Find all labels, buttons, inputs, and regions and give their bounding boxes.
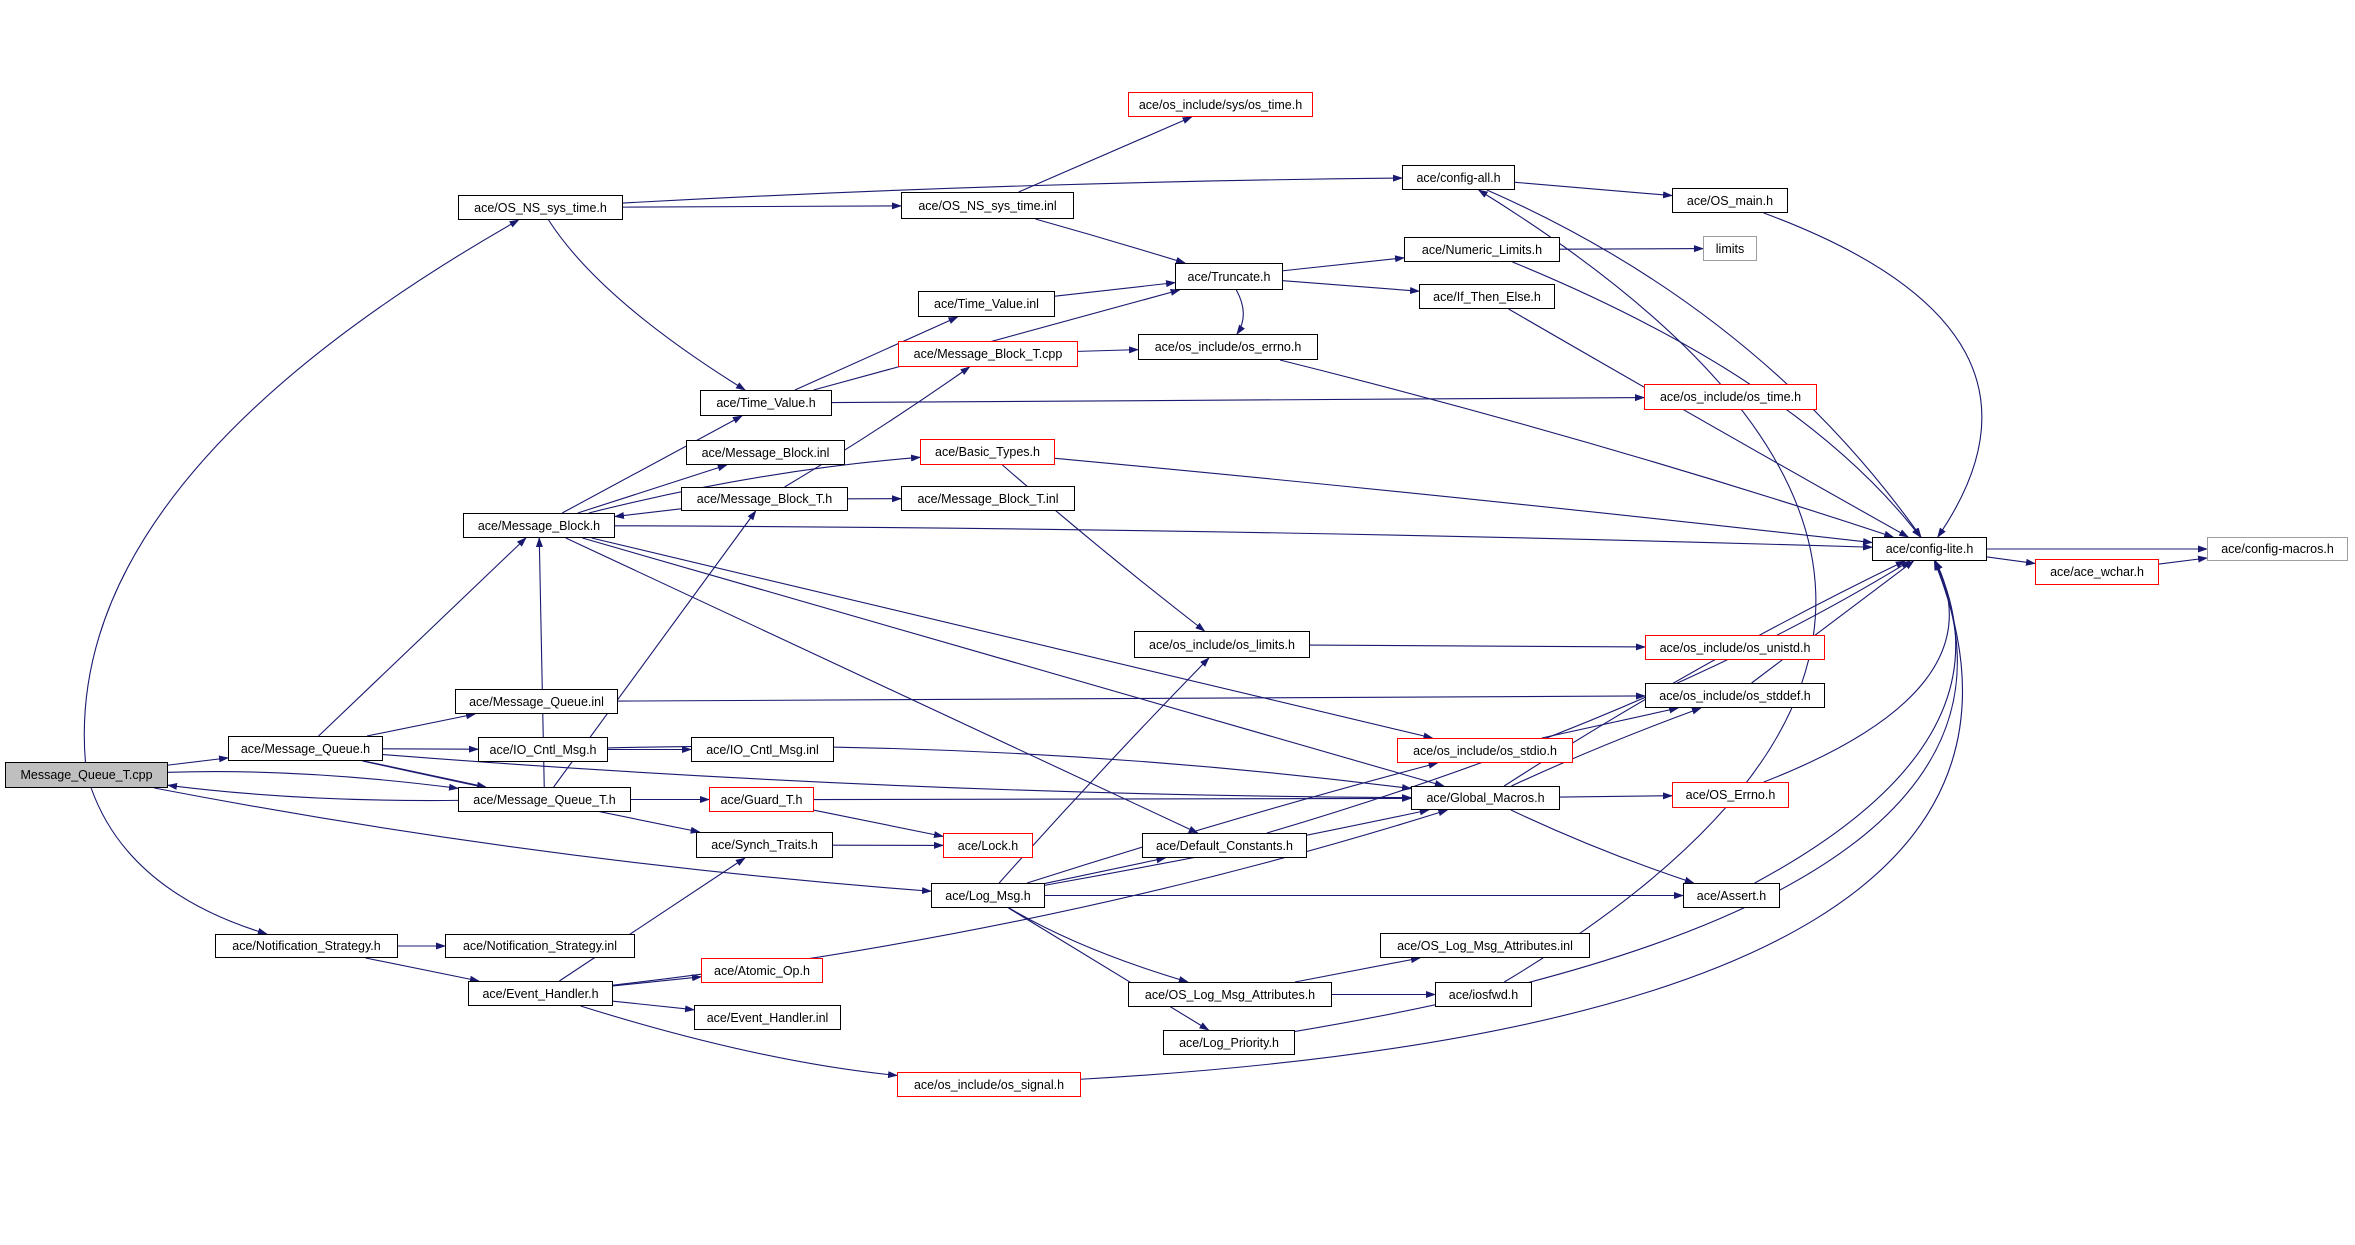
edge-numlim-limits bbox=[1560, 249, 1703, 250]
node-osunistd[interactable]: ace/os_include/os_unistd.h bbox=[1645, 635, 1825, 660]
edge-mq-mqt bbox=[364, 761, 486, 787]
node-ifthen[interactable]: ace/If_Then_Else.h bbox=[1419, 284, 1555, 309]
node-oslmainl[interactable]: ace/OS_Log_Msg_Attributes.inl bbox=[1380, 933, 1590, 958]
edge-gmac-oserrno2 bbox=[1560, 796, 1672, 797]
node-tvinl[interactable]: ace/Time_Value.inl bbox=[918, 291, 1055, 317]
node-synch[interactable]: ace/Synch_Traits.h bbox=[696, 832, 833, 858]
edge-osns-tv bbox=[549, 220, 746, 390]
node-gmac[interactable]: ace/Global_Macros.h bbox=[1411, 786, 1560, 810]
node-osmain[interactable]: ace/OS_main.h bbox=[1672, 188, 1788, 213]
edge-mq-mqinl bbox=[367, 714, 475, 736]
edge-oslimits-osunistd bbox=[1310, 645, 1645, 647]
edge-mbt-mb bbox=[615, 509, 681, 517]
node-root[interactable]: Message_Queue_T.cpp bbox=[5, 762, 168, 788]
node-mqt[interactable]: ace/Message_Queue_T.h bbox=[458, 787, 631, 812]
edge-evh-evhinl bbox=[613, 1001, 694, 1010]
edge-trunc-ifthen bbox=[1283, 281, 1419, 292]
edge-trunc-oserrno bbox=[1236, 290, 1243, 334]
node-logmsg[interactable]: ace/Log_Msg.h bbox=[931, 883, 1045, 908]
node-mqinl[interactable]: ace/Message_Queue.inl bbox=[455, 689, 618, 714]
node-sysostime[interactable]: ace/os_include/sys/os_time.h bbox=[1128, 92, 1313, 117]
node-osstdio[interactable]: ace/os_include/os_stdio.h bbox=[1397, 738, 1573, 763]
edge-logmsg-osstdio bbox=[1027, 763, 1437, 883]
node-configall[interactable]: ace/config-all.h bbox=[1402, 165, 1515, 190]
edge-osstddef-configlite bbox=[1752, 561, 1914, 683]
edge-trunc-numlim bbox=[1283, 258, 1404, 271]
edge-logmsg-defc bbox=[1045, 858, 1165, 883]
edge-guard-gmac bbox=[814, 798, 1411, 799]
edge-evh-atomic bbox=[613, 977, 701, 986]
edge-tvinl-trunc bbox=[1055, 283, 1175, 297]
node-iocntl[interactable]: ace/IO_Cntl_Msg.h bbox=[478, 737, 608, 762]
edge-osnsinl-trunc bbox=[1035, 219, 1185, 263]
edge-root-osns bbox=[84, 220, 518, 762]
edge-mqinl-osstddef bbox=[618, 696, 1645, 701]
node-evhinl[interactable]: ace/Event_Handler.inl bbox=[694, 1005, 841, 1030]
node-limits[interactable]: limits bbox=[1703, 236, 1757, 261]
node-mbtinl[interactable]: ace/Message_Block_T.inl bbox=[901, 486, 1075, 511]
edge-gmac-assert bbox=[1511, 810, 1694, 883]
edge-osnsinl-sysostime bbox=[1019, 117, 1192, 192]
edge-mbtcpp-oserrno bbox=[1078, 350, 1138, 352]
node-mbinl[interactable]: ace/Message_Block.inl bbox=[686, 440, 845, 465]
node-tv[interactable]: ace/Time_Value.h bbox=[700, 390, 832, 416]
node-assert[interactable]: ace/Assert.h bbox=[1683, 883, 1780, 908]
edge-oslma-oslmainl bbox=[1295, 958, 1420, 982]
edge-configall-osmain bbox=[1515, 182, 1672, 195]
node-atomic[interactable]: ace/Atomic_Op.h bbox=[701, 958, 823, 983]
edge-ifthen-configlite bbox=[1509, 309, 1909, 537]
node-iosfwd[interactable]: ace/iosfwd.h bbox=[1435, 982, 1532, 1007]
node-lock[interactable]: ace/Lock.h bbox=[943, 833, 1033, 858]
node-numlim[interactable]: ace/Numeric_Limits.h bbox=[1404, 237, 1560, 262]
node-osns[interactable]: ace/OS_NS_sys_time.h bbox=[458, 195, 623, 220]
node-oserrno2[interactable]: ace/OS_Errno.h bbox=[1672, 782, 1789, 808]
edge-mb-configlite bbox=[615, 526, 1872, 547]
node-evh[interactable]: ace/Event_Handler.h bbox=[468, 981, 613, 1006]
node-ossignal[interactable]: ace/os_include/os_signal.h bbox=[897, 1072, 1081, 1097]
edge-configlite-acewchar bbox=[1987, 557, 2035, 564]
node-configlite[interactable]: ace/config-lite.h bbox=[1872, 537, 1987, 561]
edge-acewchar-configmac bbox=[2159, 558, 2207, 564]
node-oserrno[interactable]: ace/os_include/os_errno.h bbox=[1138, 334, 1318, 360]
node-trunc[interactable]: ace/Truncate.h bbox=[1175, 263, 1283, 290]
edge-root-notif bbox=[91, 788, 267, 934]
node-configmac[interactable]: ace/config-macros.h bbox=[2207, 537, 2348, 561]
node-mbtcpp[interactable]: ace/Message_Block_T.cpp bbox=[898, 341, 1078, 367]
node-ostime[interactable]: ace/os_include/os_time.h bbox=[1644, 384, 1817, 410]
node-mb[interactable]: ace/Message_Block.h bbox=[463, 513, 615, 538]
edge-root-mqt bbox=[168, 772, 458, 789]
node-guard[interactable]: ace/Guard_T.h bbox=[709, 787, 814, 812]
edge-logmsg-oslma bbox=[1009, 908, 1188, 982]
edge-notif-evh bbox=[366, 958, 479, 981]
edge-mb-defc bbox=[566, 538, 1198, 833]
edge-osns-osnsinl bbox=[623, 206, 901, 207]
edge-basict-configlite bbox=[1055, 458, 1872, 542]
node-defc[interactable]: ace/Default_Constants.h bbox=[1142, 833, 1307, 858]
node-notifinl[interactable]: ace/Notification_Strategy.inl bbox=[445, 934, 635, 958]
node-acewchar[interactable]: ace/ace_wchar.h bbox=[2035, 559, 2159, 585]
node-oslma[interactable]: ace/OS_Log_Msg_Attributes.h bbox=[1128, 982, 1332, 1007]
edge-root-mq bbox=[168, 758, 228, 765]
edge-osmain-configlite bbox=[1764, 213, 1982, 537]
node-mbt[interactable]: ace/Message_Block_T.h bbox=[681, 487, 848, 511]
edge-tv-ostime bbox=[832, 398, 1644, 403]
edge-logmsg-logpri bbox=[1008, 908, 1208, 1030]
edge-guard-lock bbox=[814, 810, 943, 836]
node-osstddef[interactable]: ace/os_include/os_stddef.h bbox=[1645, 683, 1825, 708]
node-logpri[interactable]: ace/Log_Priority.h bbox=[1163, 1030, 1295, 1055]
node-basict[interactable]: ace/Basic_Types.h bbox=[920, 439, 1055, 465]
node-oslimits[interactable]: ace/os_include/os_limits.h bbox=[1134, 631, 1310, 658]
node-notif[interactable]: ace/Notification_Strategy.h bbox=[215, 934, 398, 958]
node-mq[interactable]: ace/Message_Queue.h bbox=[228, 736, 383, 761]
node-iocntlinl[interactable]: ace/IO_Cntl_Msg.inl bbox=[691, 737, 834, 762]
node-osnsinl[interactable]: ace/OS_NS_sys_time.inl bbox=[901, 192, 1074, 219]
